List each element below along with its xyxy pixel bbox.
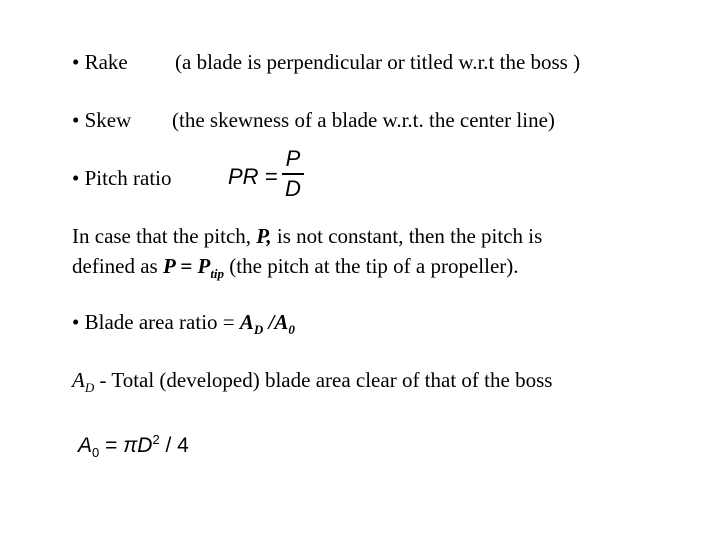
fraction-bar — [282, 173, 304, 175]
pitch-tip-equation: P = P — [162, 254, 211, 278]
pitch-ratio-item — [72, 168, 172, 189]
developed-area-symbol: A — [72, 368, 85, 392]
pitch-ratio-lhs: PR = — [228, 164, 278, 189]
rake-item — [72, 52, 128, 73]
pi-symbol: π — [123, 434, 138, 457]
developed-area-definition: $A_D$ - Total (developed) blade area clear of that of the boss — [72, 368, 553, 396]
pitch-ratio-fraction — [282, 148, 304, 200]
pitch-ratio-label: • Pitch ratio — [72, 166, 172, 190]
pitch-symbol: P, — [256, 224, 272, 248]
blade-area-ratio-item: • Blade area ratio = $A_D$ $/A_0$ — [72, 310, 295, 338]
skew-item — [72, 110, 131, 131]
fraction-denominator: D — [285, 175, 301, 201]
rake-description: (a blade is perpendicular or titled w.r.t the boss ) — [175, 50, 581, 74]
skew-description: (the skewness of a blade w.r.t. the center line) — [172, 108, 555, 132]
disc-area-formula: $A_0 = \pi D^2 / 4$ — [78, 432, 189, 461]
pitch-paragraph-line-1: In case that the pitch, P, is not constant, then the pitch is — [72, 224, 543, 248]
blade-area-ratio-label: • Blade area ratio = — [72, 310, 240, 334]
rake-label: • Rake — [72, 50, 128, 74]
skew-label: • Skew — [72, 108, 132, 132]
pitch-paragraph-line-2: defined as $P = P_{tip}$ (the pitch at the tip of a propeller). — [72, 254, 519, 282]
fraction-numerator: P — [285, 146, 301, 171]
